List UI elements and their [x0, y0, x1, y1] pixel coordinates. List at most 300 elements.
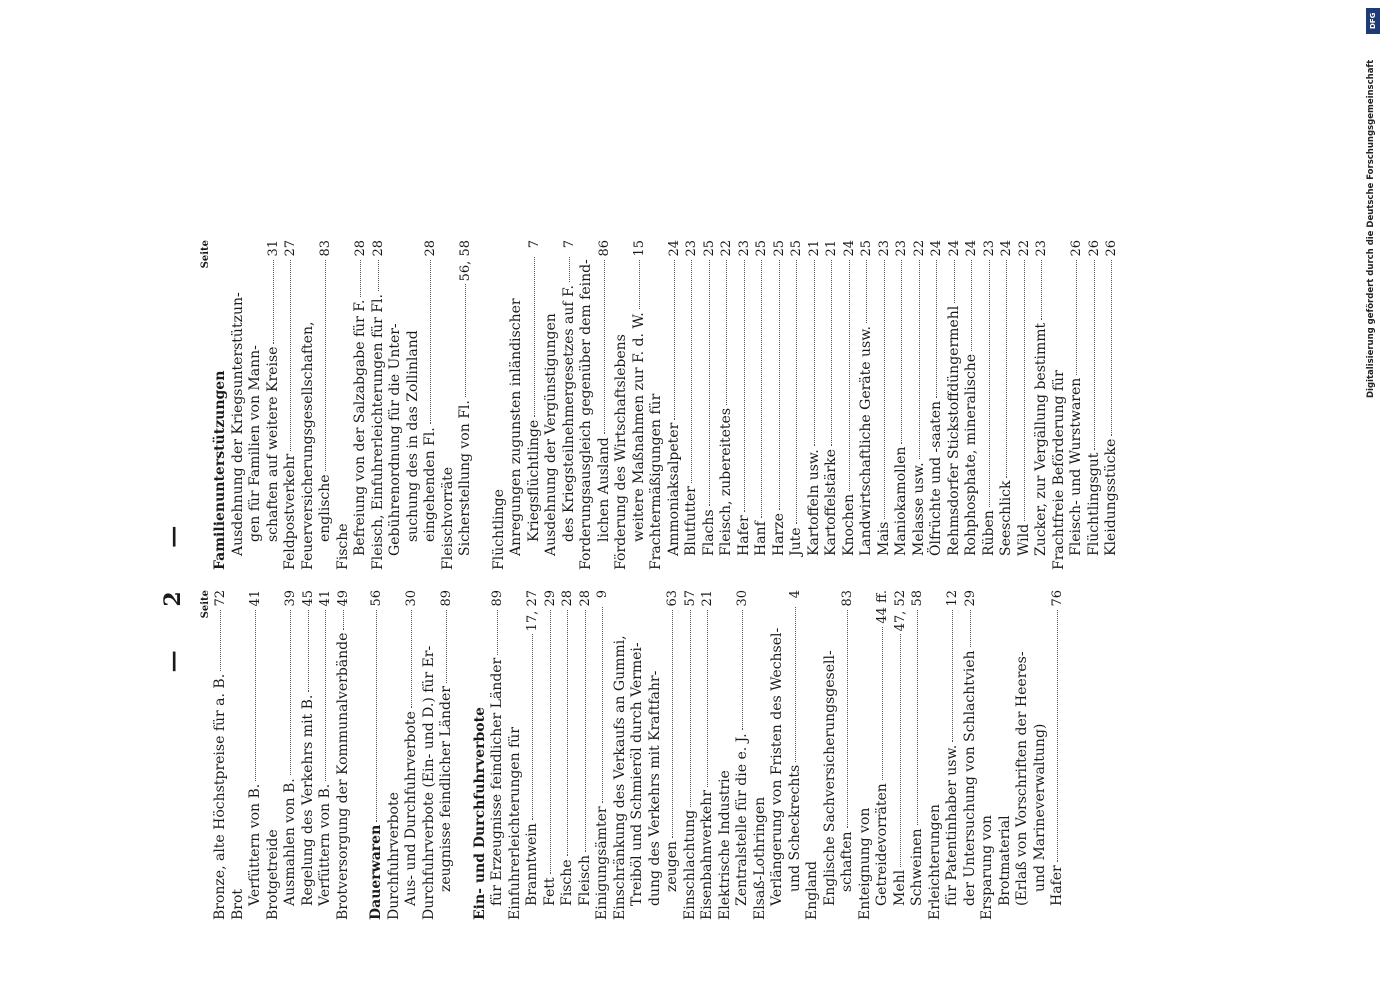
entry-page: 83: [840, 590, 855, 607]
dot-leader: [970, 610, 971, 648]
entry-page: 25: [754, 240, 769, 257]
index-entry: [946, 240, 964, 570]
dot-leader: [411, 610, 412, 709]
index-entry: [717, 590, 735, 920]
index-entry: [822, 590, 840, 920]
dot-leader: [989, 260, 990, 508]
entry-text: Rüben: [980, 510, 997, 556]
entry-page: 63: [665, 590, 680, 607]
dot-leader: [901, 260, 902, 444]
index-entry: [874, 590, 892, 920]
entry-text: Eisenbahnverkehr: [699, 790, 715, 920]
index-column-left: [200, 590, 1067, 920]
dot-leader: [919, 260, 920, 460]
dfg-logo: DFG: [1366, 8, 1380, 34]
entry-page: 23: [876, 240, 892, 257]
entry-text: Ausmahlen von B.: [282, 778, 298, 906]
index-entry: [491, 240, 509, 570]
entry-text: Flüchtlinge: [490, 489, 507, 570]
entry-text: Frachtfreie Beförderung für: [1050, 370, 1067, 570]
index-entry: [508, 240, 526, 570]
index-entry: [1014, 590, 1032, 920]
dot-leader: [325, 610, 326, 781]
entry-text: schaften: [839, 831, 855, 892]
digitization-credit: Digitalisierung gefördert durch die Deutsche Forschungsgemeinschaft: [1366, 59, 1376, 398]
dot-leader: [866, 260, 867, 323]
index-entry: [440, 240, 458, 570]
dot-leader: [882, 627, 883, 781]
index-entry: [1032, 590, 1050, 920]
entry-page: 24: [929, 240, 944, 257]
index-entry: [368, 590, 386, 920]
entry-page: 86: [596, 240, 612, 257]
index-entry: [457, 240, 475, 570]
entry-text: Verlängerung von Fristen des Wechsel-: [769, 627, 785, 906]
entry-text: Mais: [875, 521, 892, 556]
entry-text: und Marineverwaltung): [1031, 723, 1048, 892]
index-entry: [876, 240, 894, 570]
entry-page: 89: [439, 590, 454, 607]
index-entry: [1103, 240, 1121, 570]
dot-leader: [550, 610, 551, 875]
index-entry: [405, 240, 423, 570]
dot-leader: [290, 610, 291, 776]
dot-leader: [690, 610, 691, 807]
index-entry: [542, 590, 560, 920]
entry-text: Ein- und Durchfuhrverbote: [471, 707, 488, 920]
entry-page: 44 ff.: [875, 590, 890, 624]
dot-leader: [1111, 260, 1112, 436]
entry-text: Englische Sachversicherungsgesell-: [821, 650, 838, 906]
entry-page: 21: [806, 240, 822, 257]
entry-text: Flachs: [700, 509, 717, 556]
index-column-right: [200, 240, 1121, 570]
page-number: — 2 —: [160, 507, 186, 673]
index-entry: [648, 240, 666, 570]
dot-leader: [532, 634, 533, 820]
index-entry: [386, 590, 404, 920]
dot-leader: [779, 260, 780, 511]
dot-leader: [446, 610, 447, 683]
entry-text: Wild: [1015, 523, 1032, 556]
entry-text: für Erzeugnisse feindlicher Länder: [489, 657, 505, 906]
index-entry: [788, 240, 806, 570]
dot-leader: [796, 260, 797, 525]
entry-page: 31: [265, 240, 281, 257]
left-entries: [212, 590, 1067, 920]
index-entry: [699, 590, 717, 920]
entry-text: Brotgetreide: [264, 829, 281, 920]
entry-page: 72: [213, 590, 228, 607]
index-page: [50, 240, 1383, 940]
dot-leader: [273, 260, 274, 344]
entry-text: Familienunterstützungen: [212, 370, 228, 570]
index-entry: [561, 240, 579, 570]
entry-text: Einfuhrerleichterungen für: [506, 727, 523, 920]
entry-page: 17, 27: [525, 590, 540, 632]
index-entry: [247, 590, 265, 920]
entry-text: dung des Verkehrs mit Kraftfahr-: [646, 670, 663, 906]
entry-text: Fleisch, Einfuhrerleichterungen für Fl.: [369, 294, 386, 570]
entry-text: Fleisch- und Wurstwaren: [1068, 377, 1084, 556]
dot-leader: [360, 260, 361, 297]
entry-page: 30: [735, 590, 750, 607]
dot-leader: [255, 610, 256, 781]
entry-page: 7: [561, 240, 577, 249]
index-entry: [857, 590, 875, 920]
dot-leader: [884, 260, 885, 519]
entry-text: Durchfuhrverbote: [385, 792, 402, 920]
entry-gap: [352, 590, 368, 920]
index-entry: [212, 590, 230, 920]
seite-label: Seite: [200, 590, 211, 619]
entry-text: Getreidevorräten: [874, 783, 890, 906]
index-entry: [317, 240, 335, 570]
dot-leader: [831, 260, 832, 447]
entry-text: Melasse usw.: [910, 462, 927, 556]
index-entry: [578, 240, 596, 570]
entry-text: Regelung des Verkehrs mit B.: [299, 694, 316, 906]
dot-leader: [308, 610, 309, 692]
dot-leader: [900, 634, 901, 867]
entry-text: Hanf: [753, 521, 769, 556]
index-entry: [403, 590, 421, 920]
entry-gap: [456, 590, 472, 920]
entry-text: England: [804, 860, 820, 920]
index-entry: [421, 590, 439, 920]
entry-text: Mehl: [891, 869, 908, 906]
dot-leader: [376, 610, 377, 822]
index-entry: [858, 240, 876, 570]
dot-leader: [674, 260, 675, 420]
dot-leader: [465, 284, 466, 397]
index-entry: [892, 590, 910, 920]
entry-page: 4: [787, 590, 803, 599]
index-entry: [753, 240, 771, 570]
index-entry: [438, 590, 456, 920]
entry-text: schaften auf weitere Kreise: [264, 346, 281, 542]
index-entry: [736, 240, 754, 570]
index-entry: [771, 240, 789, 570]
entry-text: (Erlaß von Vorschriften der Heeres-: [1014, 651, 1030, 906]
dot-leader: [709, 260, 710, 507]
dot-leader: [220, 610, 221, 671]
index-entry: [317, 590, 335, 920]
entry-page: 29: [962, 590, 978, 607]
entry-page: 28: [560, 590, 575, 607]
index-entry: [927, 590, 945, 920]
dot-leader: [1041, 260, 1042, 320]
entry-text: Ersparung von: [979, 815, 995, 920]
entry-text: Fische: [559, 859, 575, 906]
entry-page: 9: [595, 590, 610, 599]
dot-leader: [639, 260, 640, 310]
entry-page: 7: [526, 240, 542, 249]
index-entry: [839, 590, 857, 920]
entry-text: Dauerwaren: [368, 824, 384, 920]
index-entry: [1016, 240, 1034, 570]
entry-text: Frachtermäßigungen für: [648, 393, 664, 570]
entry-text: Kleidungsstücke: [1103, 438, 1119, 556]
entry-text: Brotversorgung der Kommunalverbände: [334, 632, 351, 920]
index-entry: [664, 590, 682, 920]
index-entry: [300, 590, 318, 920]
entry-page: 41: [248, 590, 263, 607]
index-entry: [911, 240, 929, 570]
entry-page: 45: [300, 590, 316, 607]
dot-leader: [1006, 260, 1007, 478]
index-entry: [230, 590, 248, 920]
dot-leader: [585, 610, 586, 852]
entry-text: zeugnisse feindlicher Länder: [438, 685, 454, 892]
entry-page: 25: [859, 240, 874, 257]
entry-page: 26: [1086, 240, 1102, 257]
entry-page: 28: [577, 590, 593, 607]
entry-page: 28: [353, 240, 368, 257]
entry-page: 24: [666, 240, 682, 257]
index-entry: [524, 590, 542, 920]
index-entry: [631, 240, 649, 570]
dot-leader: [954, 260, 955, 303]
entry-page: 57: [682, 590, 698, 607]
entry-text: Gebührenordnung für die Unter-: [387, 323, 403, 556]
index-entry: [370, 240, 388, 570]
index-entry: [944, 590, 962, 920]
dot-leader: [744, 260, 745, 513]
entry-text: Ausdehnung der Vergünstigungen: [543, 313, 559, 556]
entry-page: 25: [771, 240, 787, 257]
dot-leader: [602, 607, 603, 803]
entry-page: 23: [894, 240, 909, 257]
dot-leader: [534, 257, 535, 417]
index-entry: [577, 590, 595, 920]
entry-page: 23: [981, 240, 997, 257]
entry-text: und Scheckrechts: [786, 764, 803, 892]
entry-text: Harze: [770, 513, 787, 556]
entry-text: des Kriegsteilnehmergesetzes auf F.: [560, 285, 577, 542]
dot-leader: [569, 257, 570, 282]
index-entry: [806, 240, 824, 570]
entry-text: Verfüttern von B.: [317, 783, 333, 906]
index-entry: [787, 590, 805, 920]
dot-leader: [378, 260, 379, 292]
entry-text: Fleischvorräte: [439, 467, 456, 570]
index-entry: [734, 590, 752, 920]
entry-text: Einschränkung des Verkaufs an Gummi,: [611, 635, 628, 920]
dot-leader: [761, 260, 762, 519]
index-entry: [998, 240, 1016, 570]
index-entry: [928, 240, 946, 570]
entry-text: Ammoniaksalpeter: [665, 422, 682, 556]
entry-text: Rehmsdorfer Stickstoffdüngermehl: [945, 305, 962, 556]
index-entry: [247, 240, 265, 570]
right-entries: [212, 240, 1121, 570]
index-entry: [769, 590, 787, 920]
entry-text: Fleisch: [576, 855, 593, 906]
entry-text: Blutfutter: [683, 486, 699, 556]
entry-page: 23: [736, 240, 752, 257]
dot-leader: [971, 260, 972, 351]
entry-page: 15: [631, 240, 647, 257]
dot-leader: [1076, 260, 1077, 375]
entry-text: Befreiung von der Salzabgabe für F.: [352, 299, 368, 556]
entry-page: 21: [700, 590, 715, 607]
entry-text: Zentralstelle für die e. J.: [734, 733, 750, 906]
entry-page: 21: [824, 240, 839, 257]
entry-page: 39: [283, 590, 298, 607]
index-entry: [962, 590, 980, 920]
dot-leader: [1024, 260, 1025, 521]
entry-page: 24: [946, 240, 962, 257]
index-entry: [629, 590, 647, 920]
index-entry: [282, 590, 300, 920]
index-entry: [422, 240, 440, 570]
entry-text: gen für Familien von Mann-: [247, 345, 263, 542]
entry-text: lichen Ausland: [595, 437, 612, 542]
entry-text: Feuerversicherungsgesellschaften,: [299, 321, 316, 570]
entry-text: Erleichterungen: [926, 804, 943, 920]
entry-text: Anregungen zugunsten inländischer: [508, 298, 524, 556]
index-entry: [841, 240, 859, 570]
entry-text: Fleisch, zubereitetes: [718, 408, 734, 556]
entry-text: Sicherstellung von Fl.: [457, 400, 473, 556]
dot-leader: [795, 607, 796, 762]
index-entry: [612, 590, 630, 920]
index-entry: [300, 240, 318, 570]
index-entry: [594, 590, 612, 920]
index-entry: [718, 240, 736, 570]
entry-text: weitere Maßnahmen zur F. d. W.: [630, 312, 647, 542]
index-entry: [666, 240, 684, 570]
entry-text: Hafer: [1049, 865, 1065, 906]
entry-text: Kriegsflüchtlinge: [525, 419, 542, 542]
entry-page: 58: [910, 590, 925, 607]
index-entry: [282, 240, 300, 570]
dot-leader: [691, 260, 692, 484]
entry-page: 30: [404, 590, 419, 607]
index-entry: [543, 240, 561, 570]
entry-page: 24: [964, 240, 979, 257]
entry-page: 28: [423, 240, 438, 257]
entry-text: Feldpostverkehr: [282, 453, 298, 570]
entry-page: 12: [945, 590, 960, 607]
entry-text: Landwirtschaftliche Geräte usw.: [858, 326, 874, 556]
index-entry: [963, 240, 981, 570]
entry-page: 28: [370, 240, 386, 257]
dot-leader: [1057, 610, 1058, 863]
dot-leader: [497, 610, 498, 655]
entry-text: Elsaß-Lothringen: [751, 796, 768, 920]
entry-page: 23: [1034, 240, 1049, 257]
entry-text: Brot: [229, 888, 246, 920]
entry-text: Aus- und Durchfuhrverbote: [403, 711, 419, 906]
index-entry: [613, 240, 631, 570]
entry-page: 76: [1050, 590, 1065, 607]
entry-text: Bronze, alte Höchstpreise für a. B.: [212, 673, 228, 920]
index-entry: [997, 590, 1015, 920]
entry-text: Fische: [334, 523, 351, 570]
dot-leader: [604, 260, 605, 435]
index-entry: [472, 590, 490, 920]
index-entry: [1051, 240, 1069, 570]
entry-text: der Untersuchung von Schlachtvieh: [961, 650, 978, 906]
entry-text: zeugen: [664, 841, 680, 892]
entry-text: Jute: [788, 527, 804, 556]
entry-text: Elektrische Industrie: [716, 770, 733, 920]
index-entry: [1068, 240, 1086, 570]
entry-text: Kartoffelstärke: [823, 449, 839, 556]
index-entry: [1086, 240, 1104, 570]
entry-page: 47, 52: [892, 590, 908, 632]
dot-leader: [325, 260, 326, 472]
index-entry: [335, 590, 353, 920]
entry-text: Treiböl und Schmieröl durch Vermei-: [629, 642, 645, 906]
index-entry: [823, 240, 841, 570]
index-entry: [526, 240, 544, 570]
index-entry: [265, 240, 283, 570]
dot-leader: [430, 260, 431, 425]
dot-leader: [849, 260, 850, 491]
index-entry: [682, 590, 700, 920]
dot-leader: [814, 260, 815, 447]
index-entry: [752, 590, 770, 920]
index-entry: [893, 240, 911, 570]
entry-text: Knochen: [840, 493, 857, 556]
index-entry: [1049, 590, 1067, 920]
entry-text: Ölfrüchte und -saaten: [928, 400, 944, 556]
entry-page: 24: [999, 240, 1014, 257]
entry-text: Maniokamollen: [893, 446, 909, 556]
index-entry: [489, 590, 507, 920]
index-entry: [387, 240, 405, 570]
entry-page: 83: [318, 240, 333, 257]
entry-page: 49: [335, 590, 351, 607]
index-entry: [559, 590, 577, 920]
entry-gap: [475, 240, 491, 570]
index-entry: [909, 590, 927, 920]
entry-text: englische: [317, 474, 333, 542]
entry-text: Zucker, zur Vergällung bestimmt: [1033, 322, 1049, 556]
dot-leader: [917, 610, 918, 826]
entry-text: Rohphosphate, mineralische: [963, 353, 979, 556]
dot-leader: [672, 610, 673, 839]
dot-leader: [726, 260, 727, 405]
entry-page: 23: [684, 240, 699, 257]
index-entry: [596, 240, 614, 570]
dot-leader: [290, 260, 291, 451]
entry-page: 56: [369, 590, 384, 607]
entry-page: 22: [719, 240, 734, 257]
entry-page: 22: [1016, 240, 1032, 257]
entry-page: 26: [1069, 240, 1084, 257]
entry-text: Einschlachtung: [681, 809, 698, 920]
entry-text: Fett: [541, 877, 558, 906]
dot-leader: [567, 610, 568, 857]
entry-page: 22: [911, 240, 927, 257]
index-entry: [352, 240, 370, 570]
dot-leader: [1094, 260, 1095, 450]
entry-text: Hafer: [735, 515, 752, 556]
dot-leader: [707, 610, 708, 788]
entry-text: eingehenden Fl.: [422, 427, 438, 542]
entry-text: für Patentinhaber usw.: [944, 744, 960, 906]
index-entry: [1033, 240, 1051, 570]
seite-label: Seite: [200, 240, 211, 269]
dot-leader: [742, 610, 743, 731]
index-entry: [804, 590, 822, 920]
entry-text: Einigungsämter: [594, 806, 610, 920]
entry-text: Enteignung von: [856, 807, 873, 920]
